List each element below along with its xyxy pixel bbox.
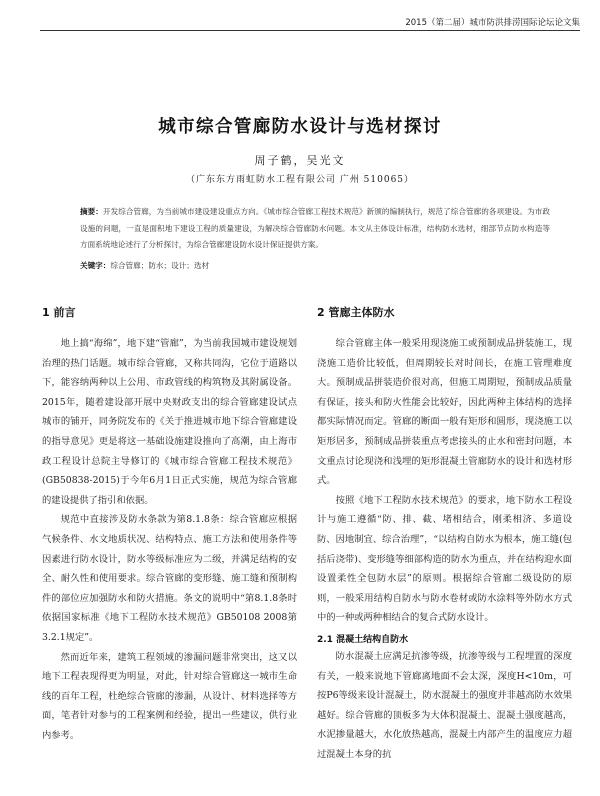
- keywords-label: 关键字：: [80, 261, 111, 270]
- keywords: [80, 259, 550, 273]
- running-head: 2015（第二届）城市防洪排涝国际论坛论文集: [405, 18, 580, 28]
- abstract-text: 开发综合管廊，为当前城市建设建设重点方向。《城市综合管廊工程技术规范》新颁的编制执行，规范了综合管廊的各项建设。为市政设施的问题，一直是面积地下建设工程的质量建设，为解决综合管廊防水问题。本文从主体设计标准，结构防水选材，细部节点防水构造等方面系统地论述行了分析探讨，为综合管廊建设防水设计保证提供方案。: [80, 207, 550, 249]
- header-rule: [40, 30, 580, 31]
- paper-title: 城市综合管廊防水设计与选材探讨: [158, 117, 442, 137]
- intro-paragraph-2: 规范中直接涉及防水条款为第8.1.8条：综合管廊应根据气候条件、水文地质状况、结构特点、施工方法和使用条件等因素进行防水设计，防水等级标准应为二级，并满足结构的安全、耐久性和使用要求。综合管廊的变形缝、施工缝和预制构件的部位应加强防水和防火措施。条文的说明中“第8.1.8条时依据国家标准《地下工程防水技术规范》GB50108 2008第3.2.1规定”。: [42, 514, 297, 643]
- left-column: [42, 300, 297, 745]
- affiliation: （广东东方雨虹防水工程有限公司 广州 510065）: [185, 175, 415, 185]
- keywords-text: 综合管廊；防水；设计；选材: [110, 261, 210, 270]
- abstract-label: 摘要：: [80, 207, 103, 216]
- main-paragraph-2: 按照《地下工程防水技术规范》的要求，地下防水工程设计与施工遵循“防、排、截、堵相结合，刚柔相济、多道设防、因地制宜、综合治理”，“以结构自防水为根本，施工缝(包括后浇带)、变形缝等细部构造的防水为重点，并在结构迎水面设置柔性全包防水层”的原则。根据综合管廊二级设防的原则，一般采用结构自防水与防水卷材或防水涂料等外防水方式中的一种或两种相结合的复合式防水设计。: [317, 494, 572, 624]
- intro-paragraph-1: 地上搞“海绵”，地下建“管廊”，为当前我国城市建设规划治理的热门话题。城市综合管廊，又称共同沟，它位于道路以下，能容纳两种以上公用、市政管线的构筑物及其附属设备。2015年，随着建设部开展中央财政支出的综合管廊建设试点城市的铺开，同务院发布的《关于推进城市地下综合管廊建设的指导意见》更是将这一基础设施建设推向了高潮，由上海市政工程设计总院主导修订的《城市综合管廊工程技术规范》(GB50838-2015)于今年6月1日正式实施，规范为综合管廊的建设提供了指引和依据。: [42, 338, 297, 506]
- intro-paragraph-3: 然而近年来，建筑工程领域的渗漏问题非常突出，这又以地下工程表现得更为明显，对此，针对综合管廊这一城市生命线的百年工程，杜绝综合管廊的渗漏，从设计、材料选择等方面，笔者针对参与的工程案例和经验，提出一些建议，供行业内参考。: [42, 651, 297, 741]
- right-column: [317, 300, 572, 764]
- authors: 周子鹤，吴光文: [254, 154, 346, 167]
- main-paragraph-1: 综合管廊主体一般采用现浇施工或预制成品拼装施工，现浇施工造价比较低，但周期较长对时间长，在施工管理难度大。预制成品拼装造价很对高，但施工周期短，预制成品质量有保证，接头和防火性能会比较好，因此两种主体结构的选择都实际情况而定。管廊的断面一般有矩形和圆形，现浇施工以矩形居多，预制成品拼装重点考虑接头的止水和密封问题，本文重点讨论现浇和浅埋的矩形混凝土管廊防水的设计和选材形式。: [317, 338, 572, 487]
- abstract: [80, 204, 550, 254]
- subsection-paragraph-1: 防水混凝土应满足抗渗等级，抗渗等级与工程埋置的深度有关，一般来说地下管廊离地面不会太深，深度H<10m，可按P6等级来设计混凝土，防水混凝土的强度并非越高防水效果越好。综合管廊的顶板多为大体积混凝土、混凝土强度越高，水泥掺量越大，水化放热越高，混凝土内部产生的温度应力超过混凝土本身的抗: [317, 650, 572, 760]
- section-heading-intro: 1 前言: [42, 306, 76, 319]
- section-heading-main: 2 管廊主体防水: [317, 306, 395, 319]
- subsection-heading: 2.1 混凝土结构自防水: [317, 634, 409, 645]
